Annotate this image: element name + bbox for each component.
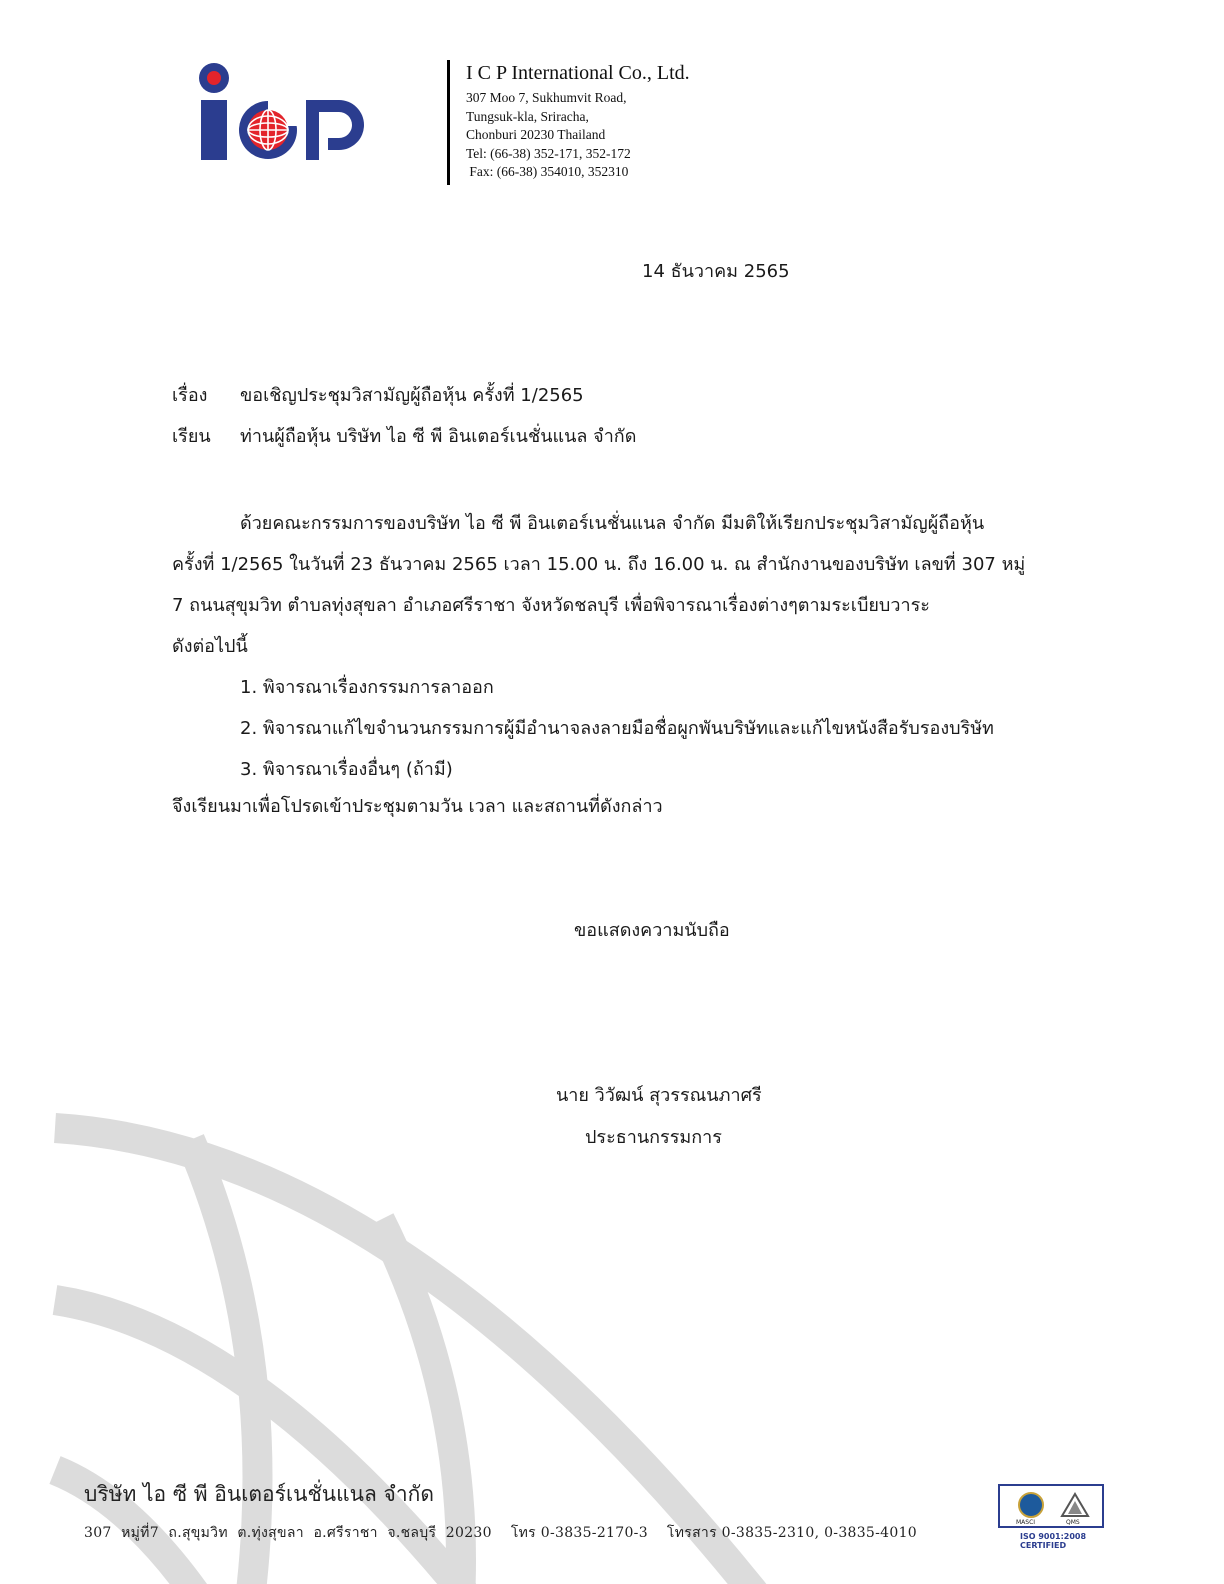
paragraph-line-text: ด้วยคณะกรรมการของบริษัท ไอ ซี พี อินเตอร์เนชั่นแนล จำกัด มีมติให้เรียกประชุมวิสามัญผู้ถือหุ้น [240,513,985,534]
company-address-line: Tungsuk-kla, Sriracha, [466,108,589,124]
letterhead-company-block [466,62,690,182]
agenda-item: 3. พิจารณาเรื่องอื่นๆ (ถ้ามี) [240,759,453,780]
company-tel: Tel: (66-38) 352-171, 352-172 [466,145,631,161]
paragraph-line: ครั้งที่ 1/2565 ในวันที่ 23 ธันวาคม 2565 เวลา 15.00 น. ถึง 16.00 น. ณ สำนักงานของบริษัท เลขที่ 307 หมู่ [172,554,1026,575]
recipient-text: ท่านผู้ถือหุ้น บริษัท ไอ ซี พี อินเตอร์เนชั่นแนล จำกัด [240,426,637,447]
subject-row [172,380,584,409]
company-fax: Fax: (66-38) 354010, 352310 [466,164,629,179]
qms-label: QMS [1066,1519,1080,1526]
subject-label: เรื่อง [172,385,208,406]
paragraph-line: ดังต่อไปนี้ [172,636,248,657]
signer-name: นาย วิวัฒน์ สุวรรณนภาศรี [556,1085,762,1106]
footer-address: 307 หมู่ที่7 ถ.สุขุมวิท ต.ทุ่งสุขลา อ.ศรีราชา จ.ชลบุรี 20230 โทร 0-3835-2170-3 โทรสาร 0-3835-2310, 0-3835-4010 [84,1525,918,1541]
masci-label: MASCI [1016,1519,1036,1526]
company-address-line: 307 Moo 7, Sukhumvit Road, [466,90,627,105]
footer-company-name: บริษัท ไอ ซี พี อินเตอร์เนชั่นแนล จำกัด [84,1482,434,1506]
agenda-list [240,667,994,790]
company-address-line: Chonburi 20230 Thailand [466,127,606,142]
iso-certified: CERTIFIED [1020,1541,1067,1550]
body-paragraph [172,503,1042,667]
logo-text [0,78,170,79]
subject-text: ขอเชิญประชุมวิสามัญผู้ถือหุ้น ครั้งที่ 1/2565 [240,385,584,406]
letter-date: 14 ธันวาคม 2565 [642,261,790,282]
qms-logo-icon [1060,1492,1090,1518]
masci-logo-icon [1018,1492,1044,1518]
regards: ขอแสดงความนับถือ [574,920,730,941]
iso-certification-text [1020,1532,1086,1550]
recipient-row [172,421,636,450]
company-name: I C P International Co., Ltd. [466,62,690,84]
recipient-label: เรียน [172,426,211,447]
paragraph-line [172,503,1042,544]
paragraph-line: 7 ถนนสุขุมวิท ตำบลทุ่งสุขลา อำเภอศรีราชา จังหวัดชลบุรี เพื่อพิจารณาเรื่องต่างๆตามระเบียบวาระ [172,595,930,616]
signer-position: ประธานกรรมการ [585,1127,722,1148]
iso-certification-badge [998,1484,1104,1528]
agenda-item: 2. พิจารณาแก้ไขจำนวนกรรมการผู้มีอำนาจลงลายมือชื่อผูกพันบริษัทและแก้ไขหนังสือรับรองบริษัท [240,718,994,739]
closing-line: จึงเรียนมาเพื่อโปรดเข้าประชุมตามวัน เวลา และสถานที่ดังกล่าว [172,796,663,817]
iso-standard: ISO 9001:2008 [1020,1532,1087,1541]
icp-logo [194,60,364,162]
letterhead-divider [447,60,450,185]
agenda-item: 1. พิจารณาเรื่องกรรมการลาออก [240,677,494,698]
